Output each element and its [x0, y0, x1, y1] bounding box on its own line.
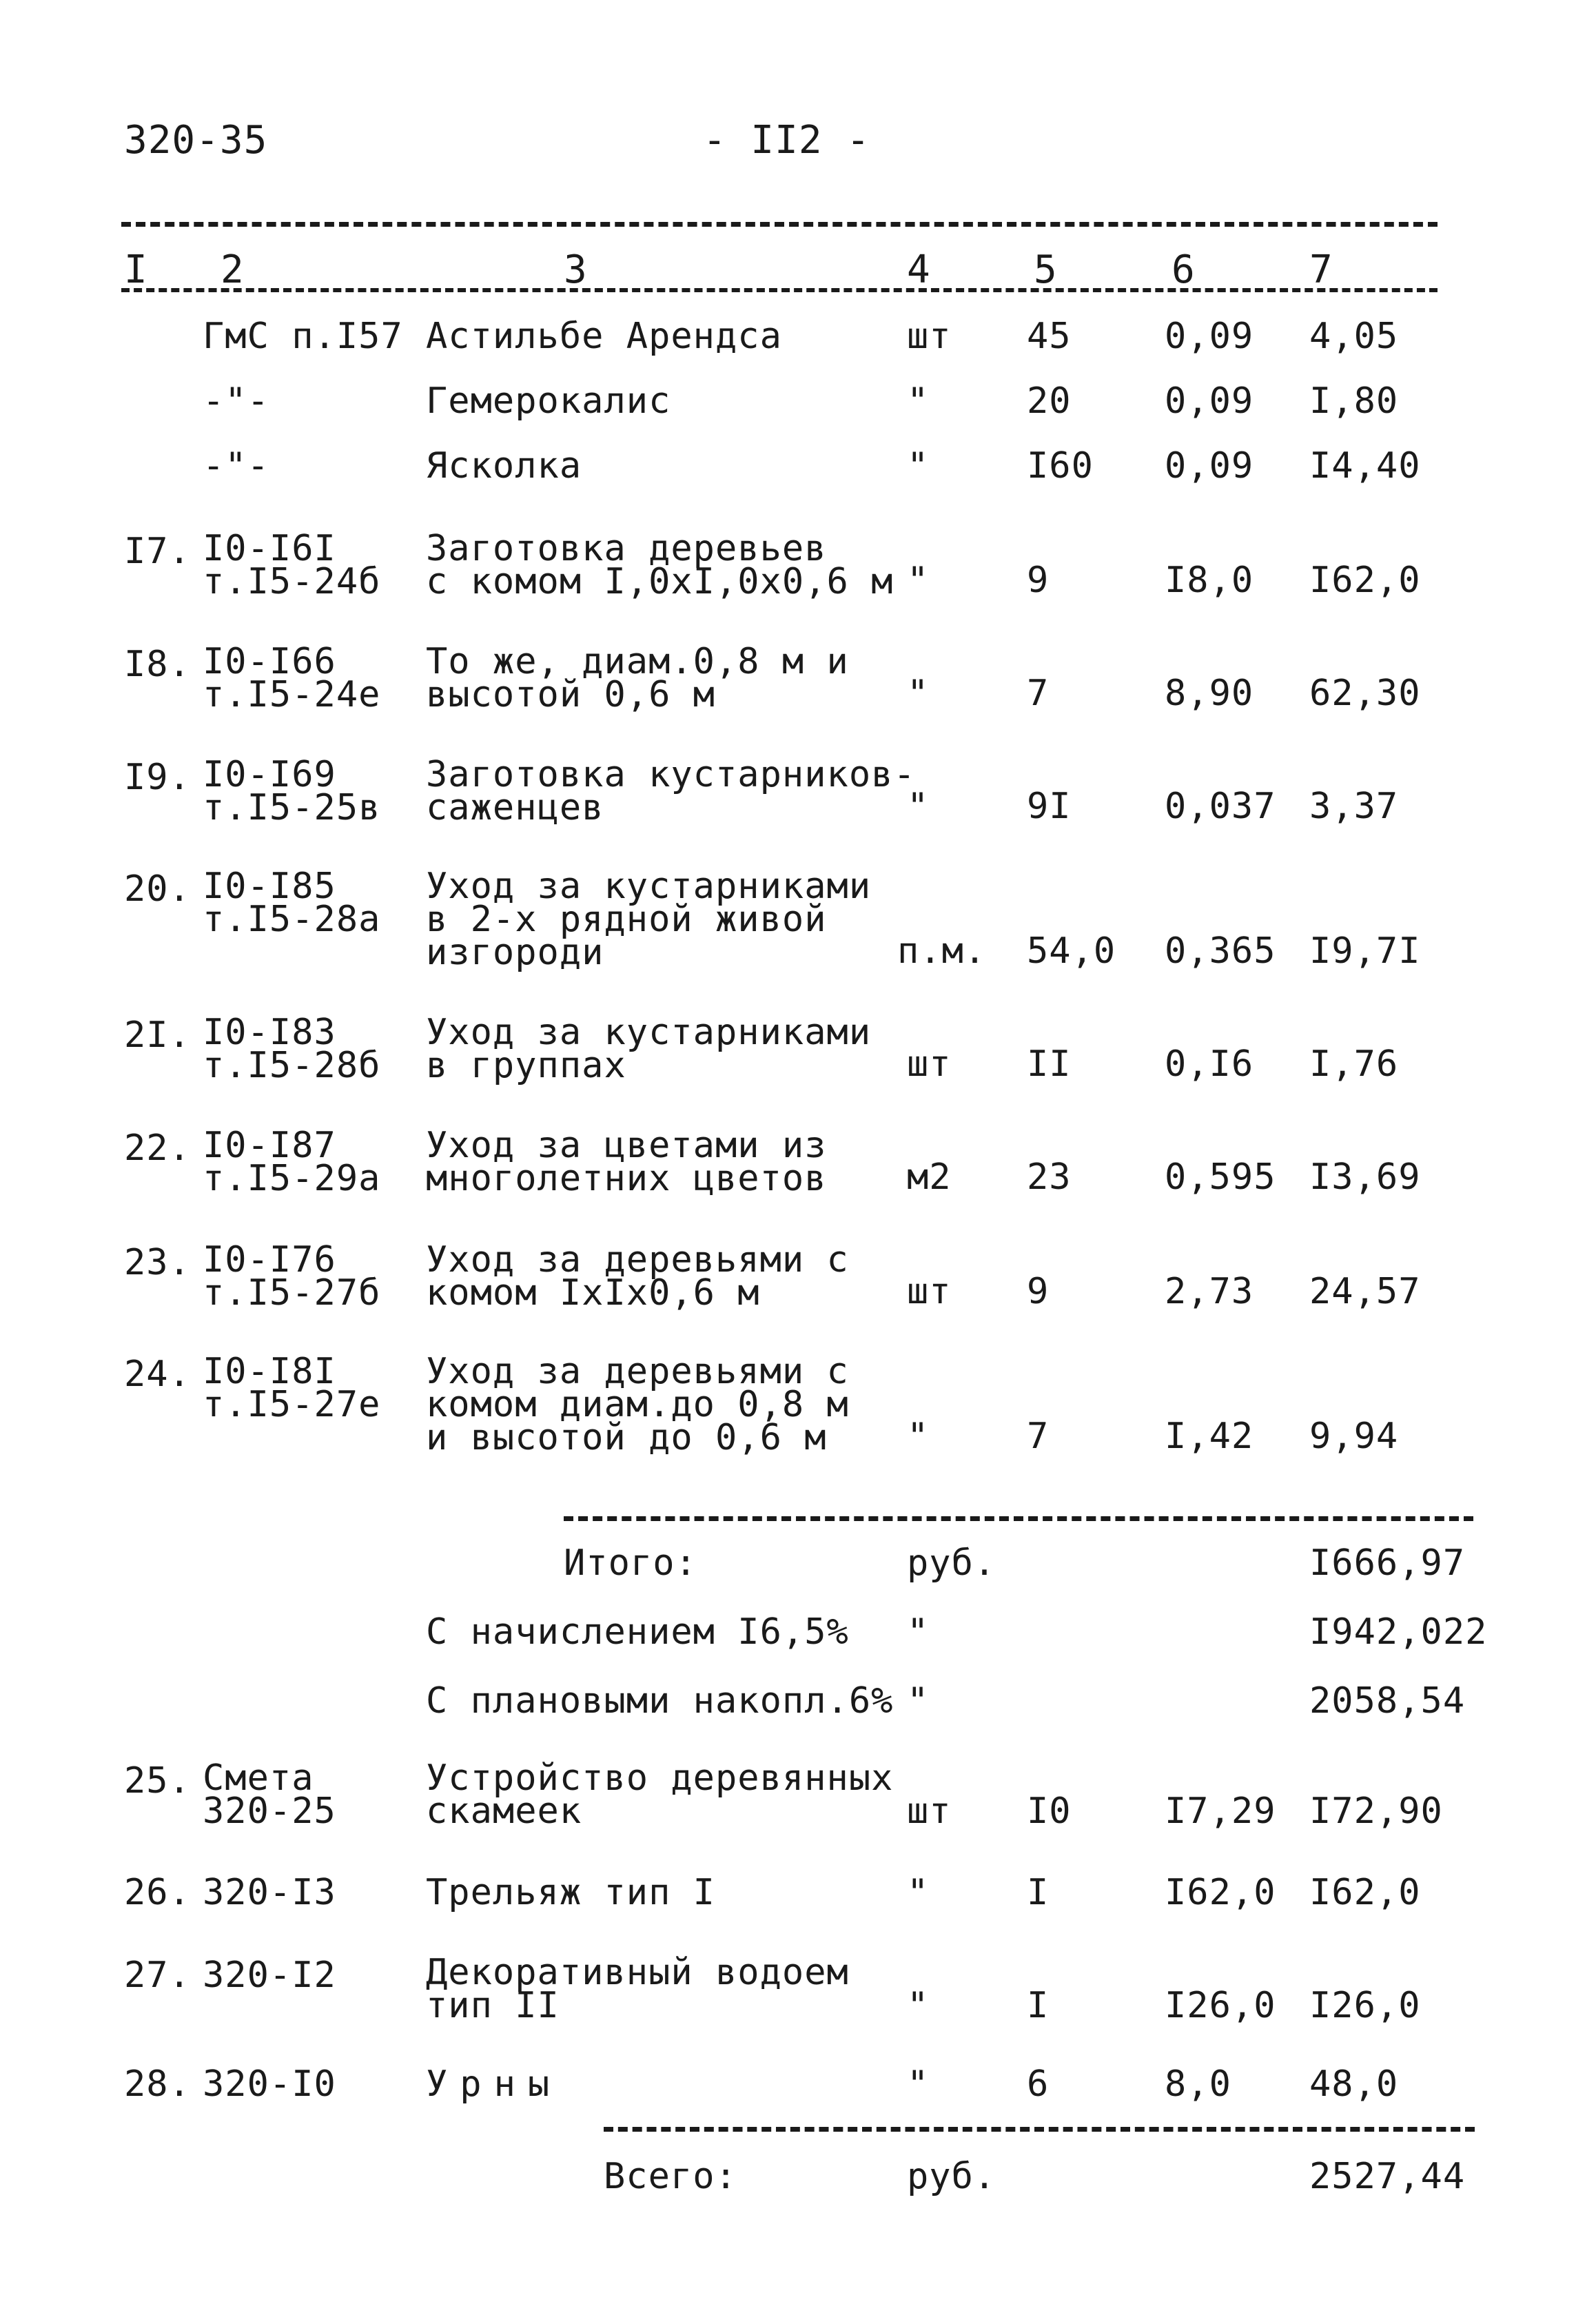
row-price: 0,037 — [1165, 786, 1276, 827]
row-name: Уход за цветами из многолетних цветов — [426, 1125, 827, 1199]
row-name: Ясколка — [426, 445, 582, 487]
row-qty: 9 — [1027, 560, 1050, 601]
grand-total-sum: 2527,44 — [1309, 2156, 1466, 2197]
subtotal-sum: I666,97 — [1309, 1542, 1466, 1584]
subtotal-unit: руб. — [907, 1542, 996, 1584]
row-sum: I72,90 — [1309, 1791, 1443, 1832]
row-qty: 20 — [1027, 380, 1072, 422]
row-name: Уход за кустарниками в 2-х рядной живой изгороди — [426, 866, 872, 973]
row-price: I26,0 — [1165, 1985, 1276, 2026]
row-number: 28. — [124, 2063, 191, 2105]
row-price: I8,0 — [1165, 560, 1254, 601]
row-sum: I62,0 — [1309, 560, 1421, 601]
row-code: -"- — [203, 380, 269, 422]
row-unit: " — [907, 380, 930, 422]
row-qty: 9 — [1027, 1271, 1050, 1312]
row-code: 320-I2 — [203, 1955, 336, 1996]
row-qty: I60 — [1027, 445, 1094, 487]
column-header-3: 3 — [564, 247, 587, 292]
row-qty: II — [1027, 1043, 1072, 1085]
row-code: I0-I87 т.I5-29а — [203, 1125, 381, 1199]
row-qty: I — [1027, 1985, 1050, 2026]
row-code: Смета 320-25 — [203, 1757, 336, 1832]
row-qty: 23 — [1027, 1156, 1072, 1198]
row-name: Уход за деревьями с комом IxIx0,6 м — [426, 1239, 849, 1314]
row-number: 25. — [124, 1760, 191, 1802]
row-unit: п.м. — [897, 930, 987, 972]
row-sum: 4,05 — [1309, 316, 1399, 357]
row-qty: 6 — [1027, 2063, 1050, 2105]
row-number: 26. — [124, 1872, 191, 1913]
column-header-2: 2 — [221, 247, 244, 292]
row-sum: I,80 — [1309, 380, 1399, 422]
row-qty: 54,0 — [1027, 930, 1116, 972]
row-unit: " — [907, 1416, 930, 1457]
row-name: Заготовка кустарников- саженцев — [426, 754, 916, 828]
row-unit: " — [907, 1985, 930, 2026]
row-name: Устройство деревянных скамеек — [426, 1757, 894, 1832]
subtotal-sum: 2058,54 — [1309, 1680, 1466, 1722]
row-sum: I26,0 — [1309, 1985, 1421, 2026]
row-code: -"- — [203, 445, 269, 487]
row-sum: 9,94 — [1309, 1416, 1399, 1457]
page-number: - II2 - — [703, 118, 871, 163]
row-sum: I62,0 — [1309, 1872, 1421, 1913]
row-number: 22. — [124, 1128, 191, 1169]
row-name: Астильбе Арендса — [426, 316, 782, 357]
row-code: I0-I83 т.I5-28б — [203, 1012, 381, 1086]
row-name: Гемерокалис — [426, 380, 671, 422]
row-name: Уход за кустарниками в группах — [426, 1012, 872, 1086]
row-sum: 3,37 — [1309, 786, 1399, 827]
row-name: Трельяж тип I — [426, 1872, 715, 1913]
row-sum: I,76 — [1309, 1043, 1399, 1085]
subtotal-label: С плановыми накопл.6% — [426, 1680, 894, 1722]
row-price: 0,09 — [1165, 316, 1254, 357]
column-header-1: I — [124, 247, 147, 292]
grand-total-unit: руб. — [907, 2156, 996, 2197]
row-qty: I0 — [1027, 1791, 1072, 1832]
column-header-6: 6 — [1172, 247, 1195, 292]
row-qty: I — [1027, 1872, 1050, 1913]
total-rule — [604, 2127, 1475, 2132]
row-sum: I3,69 — [1309, 1156, 1421, 1198]
row-price: 0,365 — [1165, 930, 1276, 972]
column-header-5: 5 — [1034, 247, 1057, 292]
row-number: 24. — [124, 1354, 191, 1395]
subtotal-label: Итого: — [564, 1542, 697, 1584]
row-price: 8,90 — [1165, 673, 1254, 714]
row-price: 8,0 — [1165, 2063, 1231, 2105]
header-rule — [121, 288, 1438, 292]
row-unit: шт — [907, 316, 952, 357]
row-price: 0,09 — [1165, 380, 1254, 422]
row-price: 0,595 — [1165, 1156, 1276, 1198]
row-number: 27. — [124, 1955, 191, 1996]
subtotal-label: С начислением I6,5% — [426, 1611, 849, 1653]
row-unit: " — [907, 560, 930, 601]
row-sum: I9,7I — [1309, 930, 1421, 972]
row-code: I0-I8I т.I5-27е — [203, 1351, 381, 1425]
top-rule — [121, 222, 1438, 227]
row-code: I0-I85 т.I5-28а — [203, 866, 381, 940]
row-price: I7,29 — [1165, 1791, 1276, 1832]
row-unit: м2 — [907, 1156, 952, 1198]
row-unit: " — [907, 2063, 930, 2105]
subtotal-unit: " — [907, 1680, 930, 1722]
row-price: 0,I6 — [1165, 1043, 1254, 1085]
row-price: 0,09 — [1165, 445, 1254, 487]
grand-total-label: Всего: — [604, 2156, 737, 2197]
row-qty: 7 — [1027, 673, 1050, 714]
row-number: I9. — [124, 757, 191, 798]
row-code: I0-I66 т.I5-24е — [203, 641, 381, 715]
row-number: 20. — [124, 868, 191, 910]
row-sum: 24,57 — [1309, 1271, 1421, 1312]
row-name: Декоративный водоем тип II — [426, 1952, 849, 2026]
row-qty: 7 — [1027, 1416, 1050, 1457]
row-number: I7. — [124, 531, 191, 572]
subtotal-unit: " — [907, 1611, 930, 1653]
row-sum: I4,40 — [1309, 445, 1421, 487]
row-unit: " — [907, 786, 930, 827]
row-qty: 45 — [1027, 316, 1072, 357]
row-code: I0-I69 т.I5-25в — [203, 754, 381, 828]
row-unit: " — [907, 1872, 930, 1913]
subtotal-rule — [564, 1516, 1473, 1521]
document-code: 320-35 — [124, 118, 268, 163]
row-number: I8. — [124, 644, 191, 685]
row-sum: 48,0 — [1309, 2063, 1399, 2105]
row-price: 2,73 — [1165, 1271, 1254, 1312]
row-code: I0-I6I т.I5-24б — [203, 528, 381, 602]
column-header-7: 7 — [1309, 247, 1333, 292]
row-code: I0-I76 т.I5-27б — [203, 1239, 381, 1314]
row-number: 2I. — [124, 1015, 191, 1056]
row-unit: " — [907, 673, 930, 714]
row-unit: шт — [907, 1271, 952, 1312]
row-number: 23. — [124, 1242, 191, 1283]
row-unit: шт — [907, 1791, 952, 1832]
row-unit: " — [907, 445, 930, 487]
row-name: Заготовка деревьев с комом I,0xI,0x0,6 м — [426, 528, 894, 602]
column-header-4: 4 — [907, 247, 930, 292]
row-code: ГмС п.I57 — [203, 316, 403, 357]
row-unit: шт — [907, 1043, 952, 1085]
row-code: 320-I3 — [203, 1872, 336, 1913]
row-name: Урны — [426, 2063, 562, 2105]
row-sum: 62,30 — [1309, 673, 1421, 714]
row-qty: 9I — [1027, 786, 1072, 827]
row-name: Уход за деревьями с комом диам.до 0,8 м и высотой до 0,6 м — [426, 1351, 849, 1458]
row-price: I62,0 — [1165, 1872, 1276, 1913]
row-price: I,42 — [1165, 1416, 1254, 1457]
row-name: То же, диам.0,8 м и высотой 0,6 м — [426, 641, 849, 715]
subtotal-sum: I942,022 — [1309, 1611, 1488, 1653]
row-code: 320-I0 — [203, 2063, 336, 2105]
